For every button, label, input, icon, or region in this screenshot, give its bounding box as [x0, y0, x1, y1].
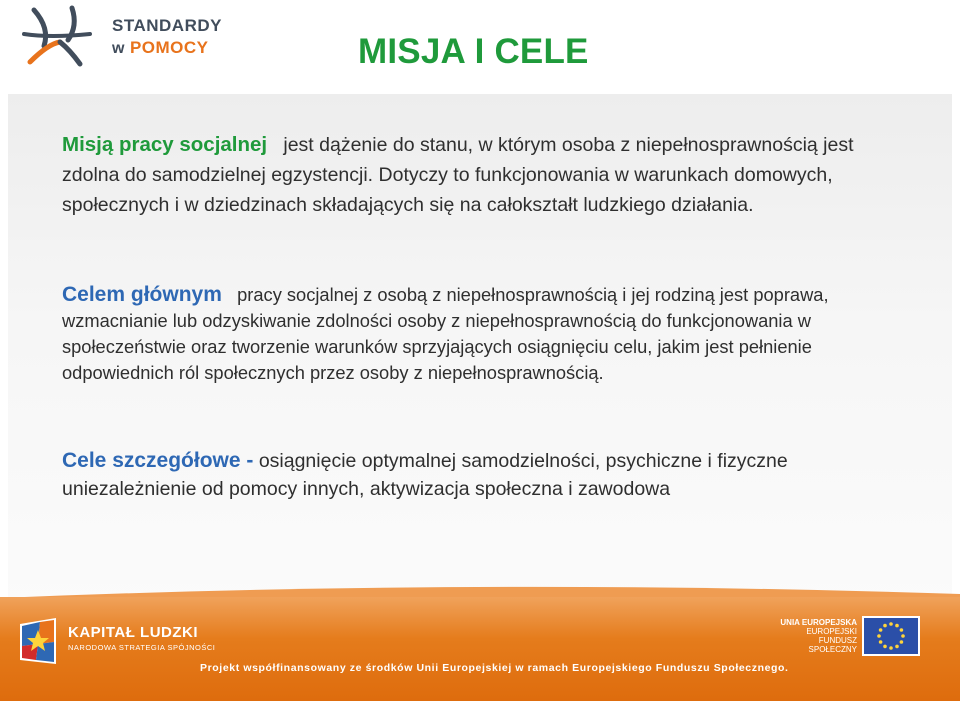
- eu-label-social-fund: FUNDUSZ SPOŁECZNY: [808, 636, 857, 654]
- detailed-goals-paragraph: [62, 447, 892, 503]
- kapital-ludzki-subtitle: NARODOWA STRATEGIA SPÓJNOŚCI: [68, 643, 216, 652]
- mission-heading: Misją pracy socjalnej: [62, 133, 268, 156]
- logo-text-standardy: STANDARDY: [112, 16, 222, 35]
- eu-flag-icon: [862, 616, 920, 656]
- main-goal-heading: Celem głównym: [62, 283, 222, 306]
- standardy-logo: [20, 4, 250, 74]
- mission-text: jest dążenie do stanu, w którym osoba z niepełnosprawnością jest zdolna do samodzielnej egzystencji. Dotyczy to funkcjonowania w warunkach domowych, społecznych i w dziedzinach składających się na całokształt ludzkiego działania.: [62, 134, 854, 216]
- logo-text-pomocy: [112, 38, 209, 58]
- logo-text-pomocy-word: POMOCY: [129, 38, 209, 57]
- cofinancing-note: Projekt współfinansowany ze środków Unii Europejskiej w ramach Europejskiego Funduszu Społecznego.: [200, 662, 789, 674]
- kapital-ludzki-title: KAPITAŁ LUDZKI: [68, 624, 199, 641]
- detailed-goals-heading: Cele szczegółowe -: [62, 449, 254, 472]
- eu-label-union: UNIA EUROPEJSKA: [780, 618, 857, 627]
- kapital-ludzki-logo-icon: [16, 616, 60, 666]
- main-goal-paragraph: [62, 282, 892, 386]
- mission-paragraph: [62, 130, 892, 220]
- main-goal-text: pracy socjalnej z osobą z niepełnosprawnością i jej rodziną jest poprawa, wzmacnianie lub odzyskiwanie zdolności osoby z niepełnosprawnością do funkcjonowania w społeczeństwie oraz tworzenie warunków sprzyjających osiągnięciu celu, jakim jest pełnienie odpowiednich ról społecznych przez osoby z niepełnosprawnością.: [62, 284, 829, 383]
- logo-text-w: w: [112, 40, 125, 57]
- star-swoosh-icon: [20, 4, 102, 70]
- detailed-goals-text: osiągnięcie optymalnej samodzielności, psychiczne i fizyczne uniezależnienie od pomocy innych, aktywizacja społeczna i zawodowa: [62, 450, 788, 500]
- page-title: MISJA I CELE: [358, 32, 589, 71]
- eu-label-block: [775, 618, 857, 654]
- eu-label-european: EUROPEJSKI: [806, 627, 857, 636]
